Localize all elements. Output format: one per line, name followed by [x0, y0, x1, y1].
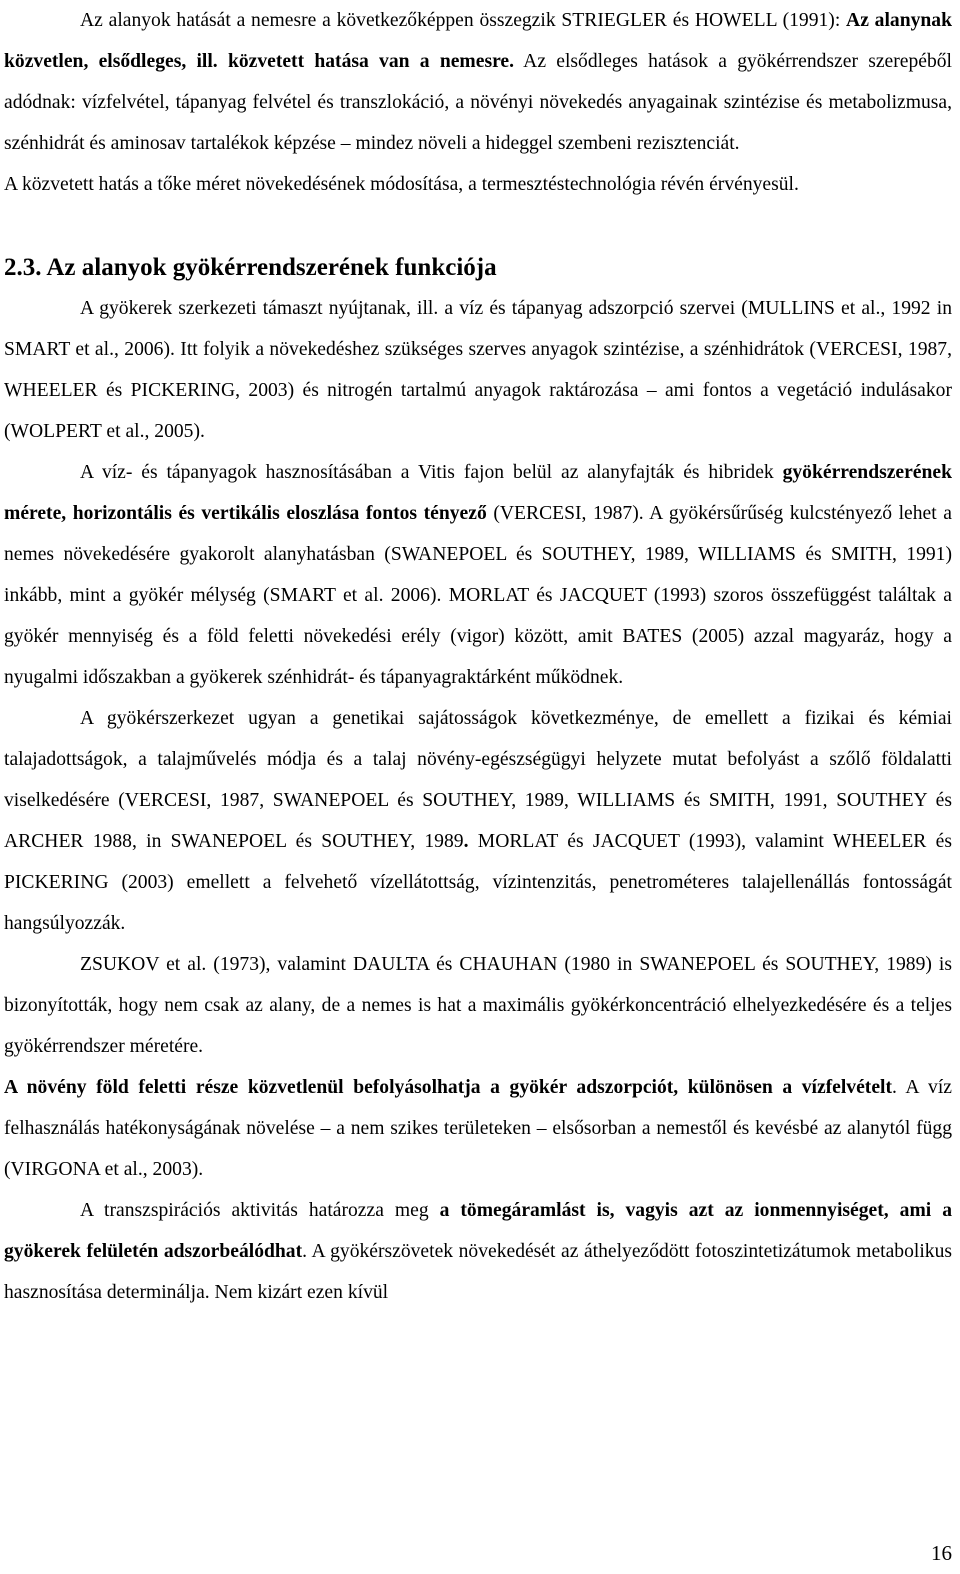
paragraph-8-text-a: A transzspirációs aktivitás határozza meg	[80, 1200, 440, 1221]
paragraph-1-text-b: Az elsődleges hatások a gyökérrendszer szerepéből adódnak: vízfelvétel, tápanyag felvétel és transzlokáció, a növényi növekedés anyagainak szintézise és metabolizmusa, szénhidrát és aminosav tartalékok képzése – mindez növeli a hideggel szembeni rezisztenciát.	[4, 51, 952, 154]
paragraph-2: A közvetett hatás a tőke méret növekedésének módosítása, a termesztéstechnológia révén érvényesül.	[4, 174, 799, 195]
paragraph-5-text-a: A gyökérszerkezet ugyan a genetikai sajátosságok következménye, de emellett a fizikai és kémiai talajadottságok, a talajművelés módja és a talaj növény-egészségügyi helyzete mutat befolyást a szőlő földalatti viselkedésére (VERCESI, 1987, SWANEPOEL és SOUTHEY, 1989, WILLIAMS és SMITH, 1991, SOUTHEY és ARCHER 1988, in SWANEPOEL és SOUTHEY, 1989	[4, 708, 952, 852]
section-spacer	[4, 205, 952, 246]
paragraph-8-bold: a tömegáramlást is, vagyis azt az ionmennyiséget, ami a gyökerek felületén adszorbeálódhat	[4, 1200, 952, 1262]
page-number: 16	[931, 1541, 952, 1565]
paragraph-1-bold: Az alanynak közvetlen, elsődleges, ill. közvetett hatása van a nemesre.	[4, 10, 952, 72]
paragraph-4	[4, 452, 952, 698]
paragraph-5-bold: .	[463, 831, 469, 852]
paragraph-8-text-b: . A gyökérszövetek növekedését az áthelyeződött fotoszintetizátumok metabolikus hasznosítása determinálja. Nem kizárt ezen kívül	[4, 1241, 953, 1303]
paragraph-1-text-a: Az alanyok hatását a nemesre a következőképpen összegzik STRIEGLER és HOWELL (1991):	[80, 10, 847, 31]
paragraph-3-text: A gyökerek szerkezeti támaszt nyújtanak, ill. a víz és tápanyag adszorpció szervei (MULLINS et al., 1992 in SMART et al., 2006). Itt folyik a növekedéshez szükséges szerves anyagok szintézise, a szénhidrátok (VERCESI, 1987, WHEELER és PICKERING, 2003) és nitrogén tartalmú anyagok raktározása – ami fontos a vegetáció indulásakor (WOLPERT et al., 2005).	[4, 298, 952, 442]
paragraph-3	[4, 288, 952, 452]
paragraph-4-text-b: (VERCESI, 1987). A gyökérsűrűség kulcstényező lehet a nemes növekedésére gyakorolt alanyhatásban (SWANEPOEL és SOUTHEY, 1989, WILLIAMS és SMITH, 1991) inkább, mint a gyökér mélység (SMART et al. 2006). MORLAT és JACQUET (1993) szoros összefüggést találtak a gyökér mennyiség és a föld feletti növekedési erély (vigor) között, amit BATES (2005) azzal magyaráz, hogy a nyugalmi időszakban a gyökerek szénhidrát- és tápanyagraktárként működnek.	[4, 503, 952, 688]
document-page	[4, 0, 952, 1313]
paragraph-7-text: . A víz felhasználás hatékonyságának növelése – a nem szikes területeken – elsősorban a nemestől és kevésbé az alanytól függ (VIRGONA et al., 2003).	[4, 1077, 952, 1180]
paragraph-6: ZSUKOV et al. (1973), valamint DAULTA és CHAUHAN (1980 in SWANEPOEL és SOUTHEY, 1989) is bizonyították, hogy nem csak az alany, de a nemes is hat a maximális gyökérkoncentráció elhelyezkedésére és a teljes gyökérrendszer méretére.	[4, 954, 952, 1057]
paragraph-5	[4, 698, 952, 944]
paragraph-8	[4, 1190, 952, 1313]
paragraph-5-text-b: MORLAT és JACQUET (1993), valamint WHEELER és PICKERING (2003) emellett a felvehető vízellátottság, vízintenzitás, penetrométeres talajellenállás fontosságát hangsúlyozzák.	[4, 831, 952, 934]
paragraph-7-bold: A növény föld feletti része közvetlenül befolyásolhatja a gyökér adszorpciót, különösen a vízfelvételt	[4, 1077, 892, 1098]
paragraph-7	[4, 1067, 952, 1190]
section-heading: 2.3. Az alanyok gyökérrendszerének funkciója	[4, 254, 497, 281]
paragraph-4-bold: gyökérrendszerének mérete, horizontális és vertikális eloszlása fontos tényező	[4, 462, 952, 524]
paragraph-4-text-a: A víz- és tápanyagok hasznosításában a Vitis fajon belül az alanyfajták és hibridek	[80, 462, 783, 483]
paragraph-1	[4, 0, 952, 164]
